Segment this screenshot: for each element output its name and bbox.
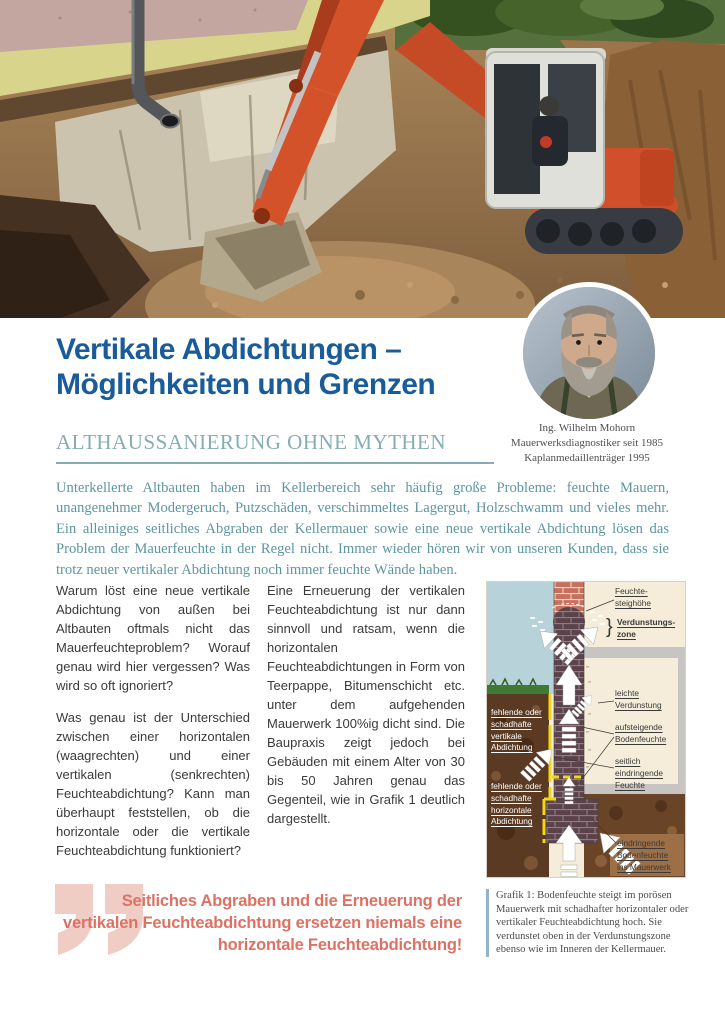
- author-portrait: [518, 282, 660, 424]
- label-leichte-verdunstung: leichte Verdunstung: [615, 688, 662, 710]
- author-award: Kaplanmedaillenträger 1995: [524, 452, 650, 465]
- bracket-glyph: }: [606, 616, 613, 638]
- figure-caption: Grafik 1: Bodenfeuchte steigt im porösen Mauerwerk mit schadhafter horizontaler oder vertikaler Feuchteabdichtung hoch. Sie verdunstet oben in der Verdunstungszone ebenso wie im Inneren der Kellermauer.: [486, 889, 692, 957]
- figure-grafik-1: [486, 581, 686, 878]
- label-eindringende-bodenfeuchte: eindringende Bodenfeuchte ins Mauerwerk: [617, 838, 671, 872]
- pull-quote: Seitliches Abgraben und die Erneuerung der vertikalen Feuchteabdichtung ersetzen niemals eine horizontale Feuchteabdichtung!: [63, 892, 462, 954]
- label-vertikale-abdichtung: fehlende oder schadhafte vertikale Abdichtung: [491, 707, 542, 753]
- column2-paragraph-1: Eine Erneuerung der vertikalen Feuchteabdichtung ist nur dann sinnvoll und ratsam, wenn die horizontalen Feuchteabdichtungen in Form von Teerpappe, Bitumenschicht etc. unter dem aufgehenden Mauerwerk 100%ig dicht sind. Die Baupraxis zeigt jedoch bei Gebäuden mit einem Alter von 30 bis 50 Jahren genau das Gegenteil, wie in Grafik 1 deutlich dargestellt.: [267, 583, 465, 826]
- label-horizontale-abdichtung: fehlende oder schadhafte horizontale Abdichtung: [491, 781, 542, 827]
- column-1: [56, 582, 250, 874]
- author-portrait-illustration: [523, 287, 655, 419]
- author-caption: [486, 421, 688, 467]
- column1-paragraph-2: Was genau ist der Unterschied zwischen einer horizontalen (waagrechten) und einer vertikalen (senkrechten) Feuchteabdichtung? Kann man überhaupt feststellen, ob die horizontale oder die vertikale Feuchteabdichtung funktioniert?: [56, 709, 250, 858]
- author-role: Mauerwerksdiagnostiker seit 1985: [510, 437, 664, 450]
- label-feuchtesteighoehe: Feuchte-steighöhe: [615, 586, 651, 608]
- hero-photo-excavator: [0, 0, 725, 318]
- author-name: Ing. Wilhelm Mohorn: [538, 422, 636, 434]
- label-aufsteigende-bodenfeuchte: aufsteigende Bodenfeuchte: [615, 722, 667, 744]
- page-title: Vertikale Abdichtungen – Möglichkeiten und Grenzen: [56, 333, 436, 401]
- label-verdunstungszone: Verdunstungs-zone: [617, 617, 676, 639]
- excavator-photo-illustration: [0, 0, 725, 318]
- intro-paragraph: Unterkellerte Altbauten haben im Kellerbereich sehr häufig große Probleme: feuchte Mauern, unangenehmer Modergeruch, Putzschäden, verschimmeltes Lagergut, Holzschwamm und vieles mehr. Ein alleiniges seitliches Abgraben der Kellermauer sowie eine neue vertikale Abdichtung lösen das Problem der Mauerfeuchte in der Regel nicht. Immer wieder hören wir von unseren Kunden, dass sie trotz neuer vertikaler Abdichtung noch immer feuchte Wände haben.: [56, 480, 669, 578]
- label-seitlich-eindringende-feuchte: seitlich eindringende Feuchte: [615, 756, 663, 790]
- column1-paragraph-1: Warum löst eine neue vertikale Abdichtung von außen bei Altbauten oftmals nicht das Mauerfeuchteproblem? Worauf genau wird hier vergessen? Was wird so oft ignoriert?: [56, 583, 250, 693]
- column-2: [267, 582, 465, 842]
- page-subtitle: ALTHAUSSANIERUNG OHNE MYTHEN: [56, 430, 494, 464]
